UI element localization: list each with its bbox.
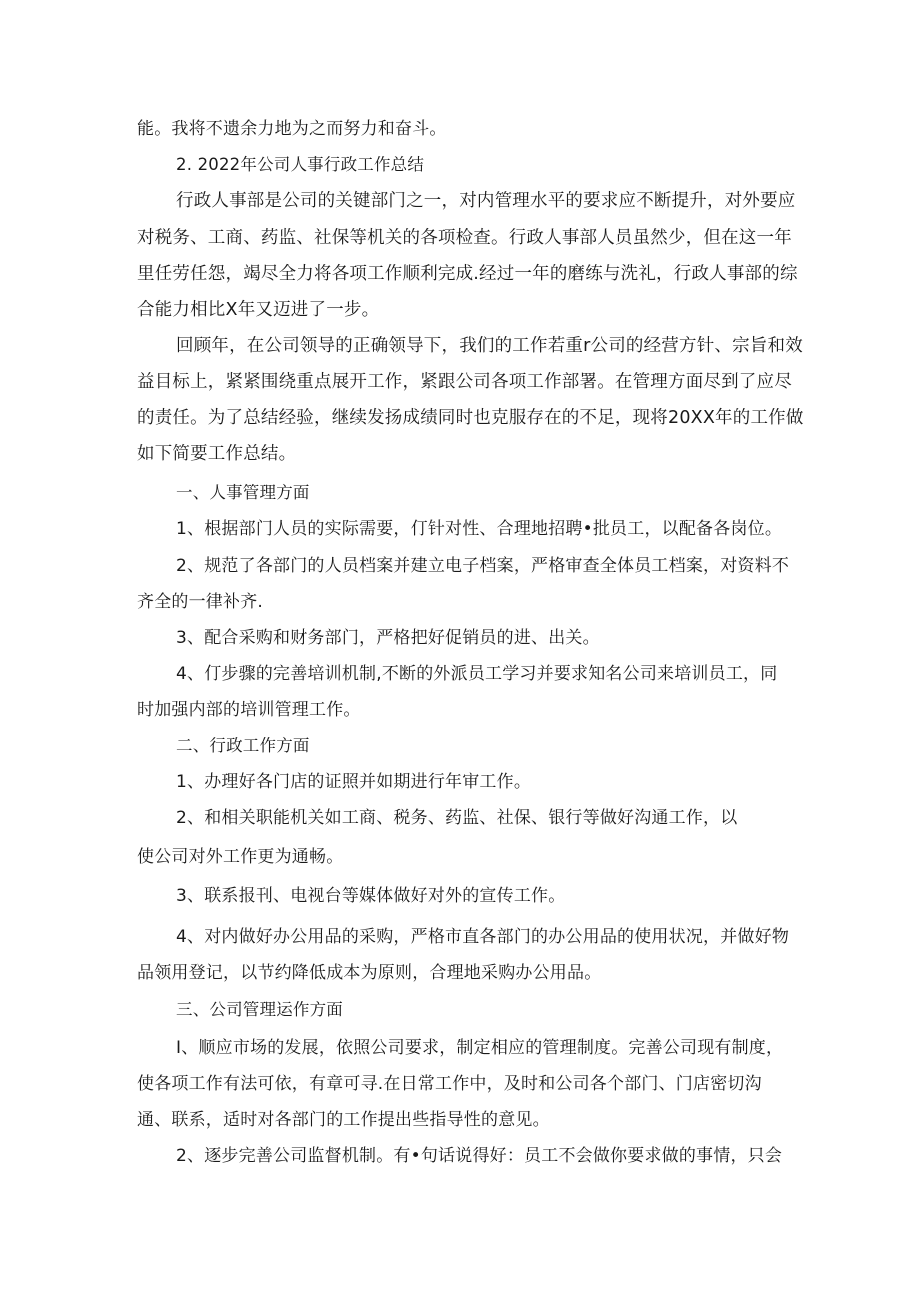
text-line: 的责任。为了总结经验，继续发扬成绩同时也克服存在的不足，现将20XX年的工作做 [137,408,804,428]
text-line: 通、联系，适时对各部门的工作提出些指导性的意见。 [137,1110,550,1130]
text-line: 2、和相关职能机关如工商、税务、药监、社保、银行等做好沟通工作，以 [176,808,738,828]
section-heading: 2. 2022年公司人事行政工作总结 [176,155,425,174]
text-line: 益目标上，紧紧围绕重点展开工作，紧跟公司各项工作部署。在管理方面尽到了应尽 [137,372,792,392]
text-line: 对税务、工商、药监、社保等机关的各项检查。行政人事部人员虽然少，但在这一年 [137,228,792,248]
text-line: 行政人事部是公司的关键部门之一，对内管理水平的要求应不断提升，对外要应 [176,191,796,211]
text-line: 品领用登记，以节约降低成本为原则，合理地采购办公用品。 [137,963,602,983]
text-line: 3、联系报刊、电视台等媒体做好对外的宣传工作。 [176,886,566,906]
text-line: 能。我将不遗余力地为之而努力和奋斗。 [137,119,447,139]
text-line: 2、逐步完善公司监督机制。有•句话说得好：员工不会做你要求做的事情，只会 [176,1146,783,1166]
text-line: 4、对内做好办公用品的采购，严格市直各部门的办公用品的使用状况，并做好物 [176,927,790,947]
text-line: 合能力相比X年又迈进了一步。 [137,300,380,320]
text-line: 齐全的一律补齐. [137,592,264,612]
section-heading: 三、公司管理运作方面 [176,1000,343,1019]
text-line: 里任劳任怨，竭尽全力将各项工作顺利完成.经过一年的磨练与洗礼，行政人事部的综 [137,264,798,284]
section-heading: 一、人事管理方面 [176,483,310,502]
text-line: 4、仃步骤的完善培训机制,不断的外派员工学习并要求知名公司来培训员工，同 [176,664,778,684]
text-line: 3、配合采购和财务部门，严格把好促销员的进、出关。 [176,628,600,648]
text-line: 1、根据部门人员的实际需要，仃针对性、合理地招聘•批员工，以配备各岗位。 [176,519,783,539]
text-line: 时加强内部的培训管理工作。 [137,700,361,720]
text-line: 1、办理好各门店的证照并如期进行年审工作。 [176,772,532,792]
text-line: 回顾年，在公司领导的正确领导下，我们的工作若重r公司的经营方针、宗旨和效 [176,336,803,356]
section-heading: 二、行政工作方面 [176,736,310,755]
text-line: 使各项工作有法可依，有章可寻.在日常工作中，及时和公司各个部门、门店密切沟 [137,1074,762,1094]
text-line: 如下简要工作总结。 [137,444,297,464]
text-line: I、顺应市场的发展，依照公司要求，制定相应的管理制度。完善公司现有制度， [176,1038,784,1058]
text-line: 2、规范了各部门的人员档案并建立电子档案，严格审查全体员工档案，对资料不 [176,556,790,576]
text-line: 使公司对外工作更为通畅。 [137,847,344,867]
